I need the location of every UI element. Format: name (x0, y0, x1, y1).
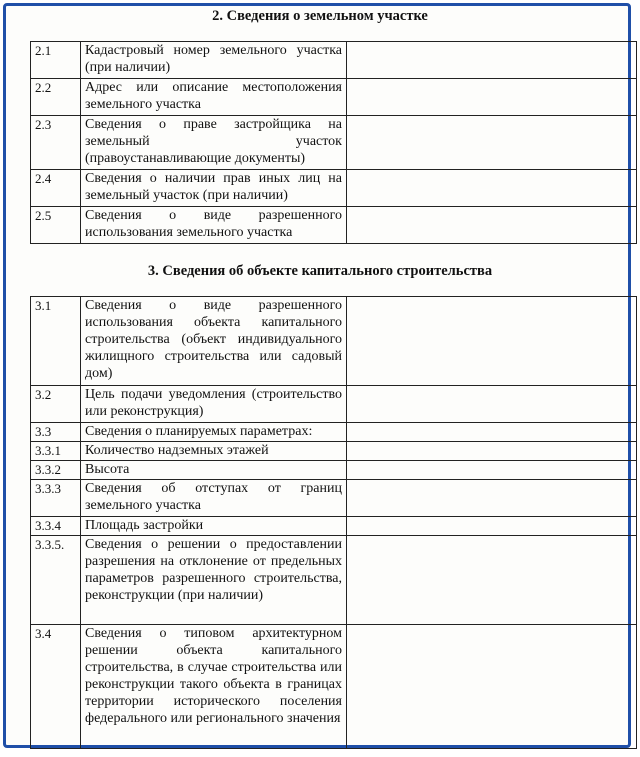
row-label: Сведения о решении о предоставлении разрешения на отклонение от предельных параметров разрешенного строительства, реконструкции (при наличии) (81, 536, 347, 625)
table-row (31, 517, 637, 536)
table-row (31, 116, 637, 170)
table-row (31, 625, 637, 749)
row-label: Количество надземных этажей (81, 442, 347, 461)
row-number: 3.3.3 (31, 480, 81, 517)
value-field[interactable] (347, 79, 637, 116)
table-row (31, 461, 637, 480)
capital-construction-table (30, 296, 637, 749)
value-field[interactable] (347, 42, 637, 79)
row-label: Сведения о праве застройщика на земельный участок (правоустанавливающие документы) (81, 116, 347, 170)
table-row (31, 480, 637, 517)
row-label: Цель подачи уведомления (строительство или реконструкция) (81, 386, 347, 423)
row-number: 2.1 (31, 42, 81, 79)
value-field[interactable] (347, 442, 637, 461)
row-label: Высота (81, 461, 347, 480)
value-field[interactable] (347, 207, 637, 244)
table-row (31, 79, 637, 116)
section-2-title: 2. Сведения о земельном участке (212, 8, 428, 24)
row-label: Сведения о планируемых параметрах: (81, 423, 347, 442)
value-field[interactable] (347, 461, 637, 480)
row-label: Площадь застройки (81, 517, 347, 536)
row-number: 3.3.1 (31, 442, 81, 461)
table-row (31, 170, 637, 207)
row-label: Адрес или описание местоположения земельного участка (81, 79, 347, 116)
row-number: 3.4 (31, 625, 81, 749)
row-number: 3.3.5. (31, 536, 81, 625)
row-label: Сведения о виде разрешенного использования объекта капитального строительства (объект индивидуального жилищного строительства или садовый дом) (81, 297, 347, 386)
row-number: 2.2 (31, 79, 81, 116)
table-row (31, 442, 637, 461)
value-field[interactable] (347, 480, 637, 517)
row-number: 3.1 (31, 297, 81, 386)
table-row (31, 42, 637, 79)
row-label: Сведения о наличии прав иных лиц на земельный участок (при наличии) (81, 170, 347, 207)
row-label: Сведения о виде разрешенного использования земельного участка (81, 207, 347, 244)
row-number: 2.4 (31, 170, 81, 207)
row-number: 3.3.4 (31, 517, 81, 536)
table-row (31, 297, 637, 386)
value-field[interactable] (347, 625, 637, 749)
section-3-title: 3. Сведения об объекте капитального строительства (147, 263, 493, 279)
table-row (31, 386, 637, 423)
land-plot-table (30, 41, 637, 244)
value-field[interactable] (347, 423, 637, 442)
value-field[interactable] (347, 297, 637, 386)
row-label: Сведения о типовом архитектурном решении объекта капитального строительства, в случае строительства или реконструкции такого объекта в границах территории исторического поселения федерального или регионального значения (81, 625, 347, 749)
row-label: Кадастровый номер земельного участка (при наличии) (81, 42, 347, 79)
row-label: Сведения об отступах от границ земельного участка (81, 480, 347, 517)
row-number: 3.3.2 (31, 461, 81, 480)
value-field[interactable] (347, 116, 637, 170)
table-row (31, 536, 637, 625)
value-field[interactable] (347, 536, 637, 625)
row-number: 3.3 (31, 423, 81, 442)
table-row (31, 423, 637, 442)
row-number: 2.5 (31, 207, 81, 244)
row-number: 2.3 (31, 116, 81, 170)
value-field[interactable] (347, 170, 637, 207)
value-field[interactable] (347, 386, 637, 423)
table-row (31, 207, 637, 244)
row-number: 3.2 (31, 386, 81, 423)
value-field[interactable] (347, 517, 637, 536)
